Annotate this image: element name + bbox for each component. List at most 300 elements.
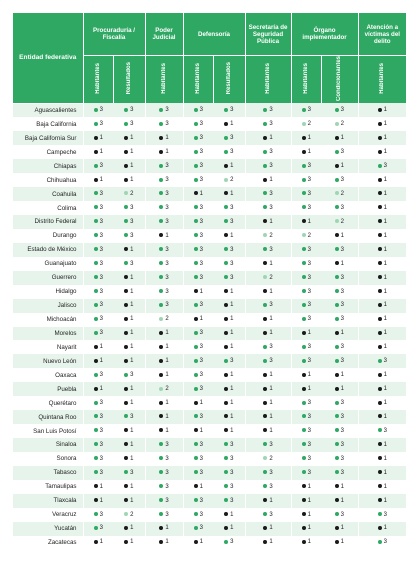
state-name: Michoacán	[13, 313, 83, 327]
rating-cell	[321, 215, 358, 229]
rating-dot-icon	[194, 303, 198, 307]
rating-value: 1	[199, 539, 203, 546]
table-row	[13, 201, 406, 215]
rating-cell	[113, 368, 145, 382]
rating-cell	[321, 271, 358, 285]
rating-cell	[83, 410, 113, 424]
rating-dot-icon	[263, 108, 267, 112]
rating-value: 3	[383, 427, 387, 434]
rating-dot-icon	[124, 498, 128, 502]
rating-value: 1	[383, 344, 387, 351]
rating-dot-icon	[263, 275, 267, 279]
rating-cell	[358, 243, 406, 257]
table-row	[13, 173, 406, 187]
rating-dot-icon	[302, 178, 306, 182]
rating-value: 3	[340, 441, 344, 448]
rating-dot-icon	[378, 442, 382, 446]
rating-value: 3	[269, 483, 273, 490]
rating-value: 1	[340, 163, 344, 170]
rating-cell	[358, 368, 406, 382]
rating-value: 3	[99, 441, 103, 448]
rating-cell	[83, 494, 113, 508]
rating-value: 3	[230, 149, 234, 156]
rating-cell	[358, 187, 406, 201]
rating-cell	[358, 117, 406, 131]
rating-cell	[113, 327, 145, 341]
rating-cell	[321, 396, 358, 410]
rating-value: 3	[99, 427, 103, 434]
rating-dot-icon	[335, 164, 339, 168]
rating-value: 1	[199, 483, 203, 490]
rating-cell	[183, 410, 213, 424]
rating-dot-icon	[194, 540, 198, 544]
rating-cell	[183, 145, 213, 159]
subheader-label: Habitantes	[264, 63, 271, 94]
table-row	[13, 229, 406, 243]
rating-dot-icon	[302, 540, 306, 544]
rating-value: 1	[130, 274, 134, 281]
rating-value: 1	[269, 330, 273, 337]
rating-dot-icon	[194, 164, 198, 168]
rating-dot-icon	[378, 205, 382, 209]
rating-dot-icon	[335, 122, 339, 126]
rating-cell	[113, 159, 145, 173]
rating-cell	[291, 508, 321, 522]
rating-dot-icon	[263, 414, 267, 418]
rating-dot-icon	[224, 414, 228, 418]
rating-dot-icon	[263, 387, 267, 391]
rating-dot-icon	[302, 373, 306, 377]
rating-value: 3	[199, 497, 203, 504]
rating-value: 1	[383, 469, 387, 476]
rating-value: 1	[269, 427, 273, 434]
table-row	[13, 466, 406, 480]
rating-cell	[213, 466, 245, 480]
rating-value: 1	[383, 413, 387, 420]
rating-dot-icon	[194, 345, 198, 349]
rating-value: 1	[383, 497, 387, 504]
rating-value: 1	[199, 400, 203, 407]
rating-dot-icon	[378, 178, 382, 182]
rating-cell	[145, 410, 183, 424]
table-row	[13, 382, 406, 396]
rating-cell	[291, 173, 321, 187]
state-name: Aguascalientes	[13, 103, 83, 117]
group-header-atencion-victimas: Atención a víctimas del delito	[358, 13, 406, 56]
rating-cell	[145, 438, 183, 452]
rating-cell	[358, 536, 406, 550]
rating-dot-icon	[124, 428, 128, 432]
rating-cell	[245, 368, 291, 382]
rating-dot-icon	[378, 303, 382, 307]
subheader-label: Condicionantes	[336, 56, 343, 102]
rating-dot-icon	[124, 373, 128, 377]
rating-value: 1	[269, 525, 273, 532]
rating-value: 1	[383, 441, 387, 448]
rating-cell	[183, 424, 213, 438]
rating-cell	[113, 271, 145, 285]
rating-cell	[113, 117, 145, 131]
rating-cell	[321, 480, 358, 494]
rating-cell	[213, 354, 245, 368]
rating-cell	[321, 424, 358, 438]
rating-cell	[358, 327, 406, 341]
rating-value: 3	[269, 358, 273, 365]
rating-value: 3	[307, 344, 311, 351]
rating-dot-icon	[263, 122, 267, 126]
rating-dot-icon	[224, 289, 228, 293]
rating-value: 3	[307, 469, 311, 476]
rating-value: 3	[199, 358, 203, 365]
rating-cell	[245, 271, 291, 285]
rating-dot-icon	[124, 456, 128, 460]
rating-value: 3	[199, 121, 203, 128]
rating-value: 3	[165, 441, 169, 448]
rating-cell	[183, 480, 213, 494]
rating-dot-icon	[224, 178, 228, 182]
rating-cell	[245, 229, 291, 243]
rating-value: 1	[340, 135, 344, 142]
rating-value: 1	[199, 288, 203, 295]
rating-dot-icon	[94, 178, 98, 182]
rating-cell	[213, 368, 245, 382]
rating-cell	[245, 354, 291, 368]
rating-value: 3	[383, 358, 387, 365]
rating-cell	[83, 145, 113, 159]
rating-value: 3	[307, 204, 311, 211]
rating-value: 1	[340, 372, 344, 379]
rating-value: 3	[340, 427, 344, 434]
rating-cell	[113, 131, 145, 145]
table-row	[13, 396, 406, 410]
rating-cell	[113, 257, 145, 271]
rating-dot-icon	[302, 345, 306, 349]
table-row	[13, 508, 406, 522]
rating-cell	[113, 536, 145, 550]
rating-dot-icon	[263, 373, 267, 377]
rating-cell	[245, 187, 291, 201]
rating-value: 1	[99, 149, 103, 156]
rating-cell	[83, 522, 113, 536]
rating-dot-icon	[263, 219, 267, 223]
rating-cell	[183, 103, 213, 117]
rating-value: 1	[383, 386, 387, 393]
rating-cell	[183, 173, 213, 187]
rating-value: 3	[307, 163, 311, 170]
rating-cell	[183, 215, 213, 229]
rating-dot-icon	[94, 331, 98, 335]
rating-dot-icon	[159, 387, 163, 391]
rating-dot-icon	[263, 345, 267, 349]
rating-cell	[113, 354, 145, 368]
rating-value: 1	[130, 246, 134, 253]
rating-value: 3	[99, 469, 103, 476]
rating-value: 3	[307, 302, 311, 309]
rating-dot-icon	[335, 484, 339, 488]
rating-dot-icon	[335, 136, 339, 140]
rating-value: 3	[99, 121, 103, 128]
rating-dot-icon	[224, 261, 228, 265]
rating-dot-icon	[124, 484, 128, 488]
rating-dot-icon	[124, 108, 128, 112]
rating-value: 3	[199, 302, 203, 309]
rating-cell	[183, 299, 213, 313]
rating-cell	[321, 508, 358, 522]
rating-cell	[145, 466, 183, 480]
rating-value: 3	[230, 441, 234, 448]
rating-cell	[358, 494, 406, 508]
rating-dot-icon	[378, 317, 382, 321]
rating-value: 2	[130, 511, 134, 518]
rating-dot-icon	[194, 414, 198, 418]
rating-value: 1	[165, 372, 169, 379]
rating-dot-icon	[159, 331, 163, 335]
rating-dot-icon	[159, 498, 163, 502]
rating-dot-icon	[302, 456, 306, 460]
rating-dot-icon	[124, 205, 128, 209]
state-name: Baja California	[13, 117, 83, 131]
state-name: Oaxaca	[13, 368, 83, 382]
rating-value: 3	[340, 413, 344, 420]
rating-dot-icon	[194, 484, 198, 488]
rating-cell	[321, 229, 358, 243]
rating-cell	[213, 327, 245, 341]
rating-cell	[145, 354, 183, 368]
rating-dot-icon	[302, 136, 306, 140]
subheader-cell	[245, 56, 291, 104]
rating-value: 3	[340, 204, 344, 211]
rating-value: 3	[165, 511, 169, 518]
rating-value: 3	[199, 107, 203, 114]
rating-value: 3	[199, 246, 203, 253]
rating-value: 1	[130, 135, 134, 142]
rating-value: 3	[230, 107, 234, 114]
rating-value: 3	[130, 372, 134, 379]
rating-value: 3	[307, 358, 311, 365]
rating-cell	[291, 257, 321, 271]
rating-dot-icon	[159, 150, 163, 154]
rating-cell	[358, 382, 406, 396]
rating-value: 1	[307, 149, 311, 156]
rating-dot-icon	[335, 428, 339, 432]
rating-cell	[183, 508, 213, 522]
rating-cell	[113, 494, 145, 508]
rating-cell	[83, 271, 113, 285]
rating-value: 3	[383, 511, 387, 518]
rating-cell	[321, 494, 358, 508]
rating-dot-icon	[94, 289, 98, 293]
rating-value: 3	[165, 274, 169, 281]
rating-value: 3	[99, 372, 103, 379]
rating-value: 1	[99, 483, 103, 490]
rating-dot-icon	[159, 108, 163, 112]
rating-dot-icon	[224, 136, 228, 140]
rating-cell	[113, 340, 145, 354]
rating-cell	[245, 466, 291, 480]
rating-dot-icon	[224, 401, 228, 405]
rating-dot-icon	[224, 219, 228, 223]
rating-cell	[358, 257, 406, 271]
rating-value: 1	[269, 316, 273, 323]
rating-dot-icon	[224, 122, 228, 126]
rating-dot-icon	[263, 150, 267, 154]
rating-dot-icon	[263, 331, 267, 335]
rating-dot-icon	[378, 484, 382, 488]
rating-value: 3	[340, 177, 344, 184]
rating-cell	[213, 257, 245, 271]
state-name: Guerrero	[13, 271, 83, 285]
rating-cell	[183, 452, 213, 466]
rating-cell	[83, 215, 113, 229]
rating-cell	[358, 522, 406, 536]
rating-cell	[291, 103, 321, 117]
rating-value: 3	[230, 455, 234, 462]
subheader-label: Habitantes	[194, 63, 201, 94]
rating-value: 3	[269, 344, 273, 351]
rating-value: 1	[307, 386, 311, 393]
rating-value: 3	[230, 135, 234, 142]
rating-value: 2	[130, 190, 134, 197]
rating-cell	[321, 327, 358, 341]
group-header-seguridad-publica: Secretaría de Seguridad Pública	[245, 13, 291, 56]
rating-value: 3	[307, 190, 311, 197]
rating-cell	[321, 368, 358, 382]
state-name: Estado de México	[13, 243, 83, 257]
rating-cell	[213, 215, 245, 229]
rating-cell	[145, 229, 183, 243]
rating-dot-icon	[94, 470, 98, 474]
rating-value: 3	[99, 330, 103, 337]
rating-value: 1	[383, 316, 387, 323]
rating-cell	[358, 131, 406, 145]
rating-dot-icon	[124, 526, 128, 530]
rating-value: 1	[383, 302, 387, 309]
rating-cell	[113, 215, 145, 229]
rating-value: 3	[99, 455, 103, 462]
rating-dot-icon	[94, 456, 98, 460]
rating-value: 3	[199, 525, 203, 532]
rating-value: 3	[199, 218, 203, 225]
rating-value: 1	[230, 302, 234, 309]
rating-dot-icon	[335, 247, 339, 251]
rating-value: 1	[383, 149, 387, 156]
rating-value: 1	[307, 330, 311, 337]
rating-value: 2	[269, 232, 273, 239]
rating-cell	[145, 243, 183, 257]
rating-value: 1	[230, 525, 234, 532]
rating-value: 3	[269, 441, 273, 448]
rating-value: 1	[383, 232, 387, 239]
rating-value: 3	[99, 511, 103, 518]
state-name: Hidalgo	[13, 285, 83, 299]
rating-dot-icon	[263, 442, 267, 446]
rating-dot-icon	[302, 164, 306, 168]
state-name: Campeche	[13, 145, 83, 159]
rating-value: 3	[340, 511, 344, 518]
rating-value: 3	[269, 190, 273, 197]
rating-cell	[358, 103, 406, 117]
rating-cell	[183, 187, 213, 201]
rating-dot-icon	[94, 442, 98, 446]
rating-dot-icon	[94, 484, 98, 488]
rating-value: 3	[199, 274, 203, 281]
rating-dot-icon	[302, 261, 306, 265]
rating-cell	[291, 215, 321, 229]
rating-cell	[291, 145, 321, 159]
rating-dot-icon	[94, 205, 98, 209]
rating-cell	[113, 424, 145, 438]
rating-value: 3	[199, 344, 203, 351]
rating-value: 1	[307, 511, 311, 518]
rating-dot-icon	[378, 331, 382, 335]
rating-value: 1	[383, 260, 387, 267]
rating-cell	[113, 243, 145, 257]
rating-dot-icon	[335, 205, 339, 209]
rating-dot-icon	[194, 373, 198, 377]
state-name: Tamaulipas	[13, 480, 83, 494]
rating-dot-icon	[378, 498, 382, 502]
rating-value: 3	[340, 400, 344, 407]
rating-value: 3	[130, 232, 134, 239]
rating-value: 3	[165, 483, 169, 490]
rating-dot-icon	[224, 331, 228, 335]
rating-cell	[213, 410, 245, 424]
rating-cell	[358, 173, 406, 187]
rating-cell	[245, 327, 291, 341]
rating-cell	[321, 187, 358, 201]
rating-value: 1	[340, 232, 344, 239]
state-name: Veracruz	[13, 508, 83, 522]
rating-cell	[321, 173, 358, 187]
rating-dot-icon	[94, 401, 98, 405]
rating-value: 3	[130, 260, 134, 267]
rating-value: 1	[199, 427, 203, 434]
rating-cell	[145, 201, 183, 215]
rating-cell	[291, 131, 321, 145]
rating-value: 3	[269, 204, 273, 211]
rating-value: 1	[130, 427, 134, 434]
rating-dot-icon	[263, 261, 267, 265]
rating-dot-icon	[335, 456, 339, 460]
rating-cell	[83, 229, 113, 243]
rating-cell	[245, 508, 291, 522]
rating-cell	[291, 522, 321, 536]
rating-cell	[291, 396, 321, 410]
rating-value: 1	[99, 386, 103, 393]
rating-dot-icon	[378, 401, 382, 405]
rating-dot-icon	[224, 108, 228, 112]
rating-cell	[358, 285, 406, 299]
rating-dot-icon	[94, 275, 98, 279]
rating-cell	[145, 508, 183, 522]
rating-value: 1	[230, 190, 234, 197]
rating-dot-icon	[302, 233, 306, 237]
rating-cell	[245, 424, 291, 438]
rating-cell	[145, 215, 183, 229]
rating-dot-icon	[378, 387, 382, 391]
rating-value: 3	[99, 413, 103, 420]
rating-value: 3	[230, 483, 234, 490]
rating-dot-icon	[94, 122, 98, 126]
rating-cell	[183, 285, 213, 299]
rating-value: 3	[199, 330, 203, 337]
rating-value: 1	[130, 149, 134, 156]
rating-dot-icon	[159, 233, 163, 237]
rating-cell	[213, 299, 245, 313]
rating-cell	[145, 424, 183, 438]
table-row	[13, 131, 406, 145]
rating-value: 1	[340, 525, 344, 532]
